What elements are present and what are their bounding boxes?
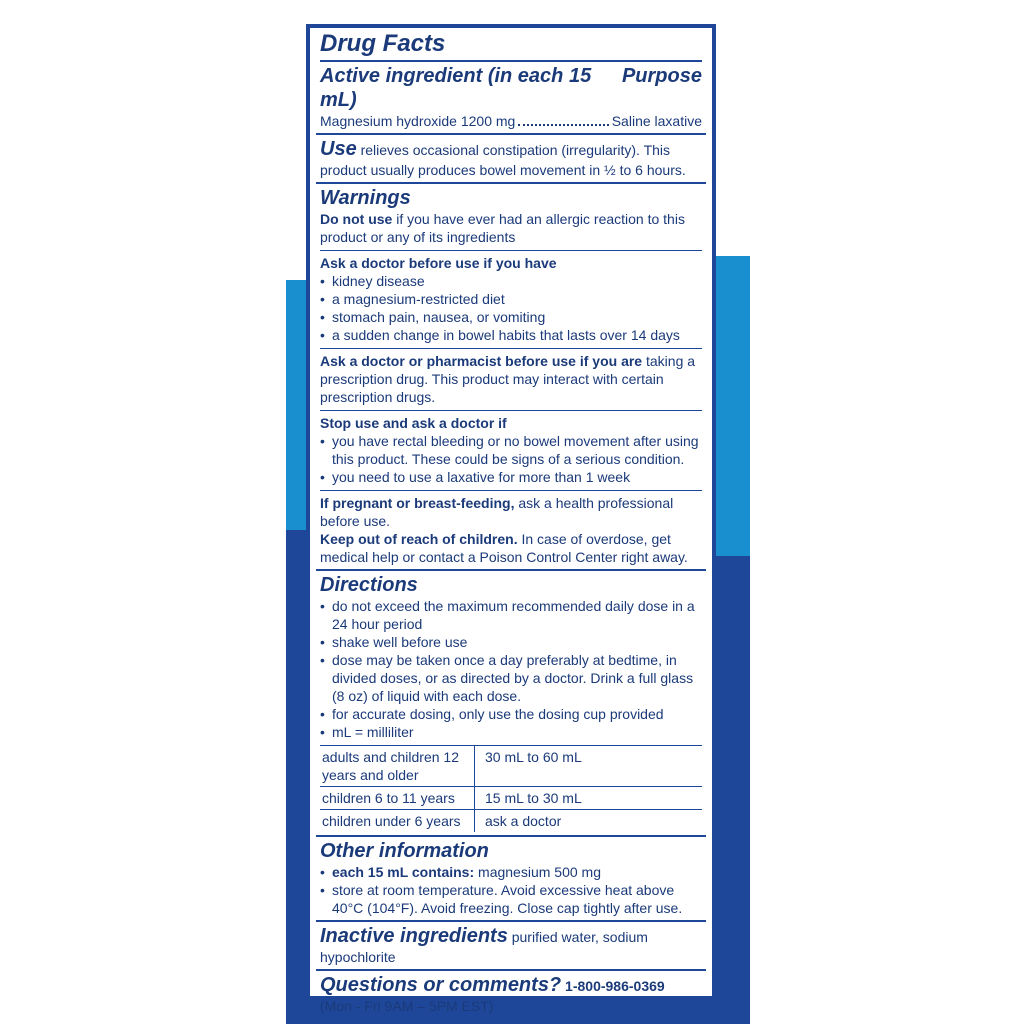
list-item: • a magnesium-restricted diet xyxy=(320,290,702,308)
other-info-heading: Other information xyxy=(320,840,489,862)
do-not-use-label: Do not use xyxy=(320,211,393,227)
table-row xyxy=(320,810,702,833)
warnings-heading: Warnings xyxy=(320,187,411,209)
drug-facts-panel xyxy=(306,24,716,1014)
ask-pharmacist-label: Ask a doctor or pharmacist before use if you are xyxy=(320,353,643,369)
contains-label: each 15 mL contains: xyxy=(332,864,475,880)
list-item: • you need to use a laxative for more than 1 week xyxy=(320,468,702,486)
dose-cell: 30 mL to 60 mL xyxy=(475,746,703,787)
leader-dots xyxy=(518,123,608,126)
purpose-value: Saline laxative xyxy=(611,113,702,129)
list-item: • mL = milliliter xyxy=(320,723,702,741)
table-row xyxy=(320,787,702,810)
age-cell: children under 6 years xyxy=(320,810,475,833)
questions-heading: Questions or comments? xyxy=(320,974,562,996)
other-info-section xyxy=(316,837,706,922)
ask-doctor-heading: Ask a doctor before use if you have xyxy=(320,255,557,271)
list-item: • kidney disease xyxy=(320,272,702,290)
purpose-heading: Purpose xyxy=(621,65,702,87)
directions-heading: Directions xyxy=(320,574,418,596)
list-item xyxy=(320,863,702,881)
inactive-section xyxy=(316,922,706,971)
do-not-use-text: if you have ever had an allergic reaction to this product or any of its ingredients xyxy=(320,211,685,245)
children-label: Keep out of reach of children. xyxy=(320,531,518,547)
questions-section xyxy=(316,971,706,1018)
stop-use-heading: Stop use and ask a doctor if xyxy=(320,415,507,431)
children-text: In case of overdose, get medical help or contact a Poison Control Center right away. xyxy=(320,531,688,565)
list-item: • do not exceed the maximum recommended daily dose in a 24 hour period xyxy=(320,597,702,633)
warnings-section xyxy=(316,184,706,571)
list-item: • a sudden change in bowel habits that lasts over 14 days xyxy=(320,326,702,344)
age-cell: children 6 to 11 years xyxy=(320,787,475,810)
phone-number: 1-800-986-0369 xyxy=(565,978,665,994)
directions-section xyxy=(316,571,706,837)
package-side-right xyxy=(710,0,750,1024)
dose-cell: ask a doctor xyxy=(475,810,703,833)
use-section xyxy=(316,135,706,184)
list-item: • you have rectal bleeding or no bowel movement after using this product. These could be signs of a serious condition. xyxy=(320,432,702,468)
table-row xyxy=(320,746,702,787)
page-title: Drug Facts xyxy=(320,30,446,57)
list-item: • stomach pain, nausea, or vomiting xyxy=(320,308,702,326)
list-item: • store at room temperature. Avoid excessive heat above 40°C (104°F). Avoid freezing. Close cap tightly after use. xyxy=(320,881,702,917)
pregnant-label: If pregnant or breast-feeding, xyxy=(320,495,515,511)
list-item: • for accurate dosing, only use the dosing cup provided xyxy=(320,705,702,723)
inactive-text: purified water, sodium hypochlorite xyxy=(320,929,648,965)
inactive-heading: Inactive ingredients xyxy=(320,925,508,947)
dosage-table xyxy=(320,745,702,832)
active-ingredient-heading: Active ingredient (in each 15 mL) xyxy=(320,65,592,111)
list-item: • shake well before use xyxy=(320,633,702,651)
pregnant-text: ask a health professional before use. xyxy=(320,495,674,529)
ask-pharmacist-text: taking a prescription drug. This product may interact with certain prescription drugs. xyxy=(320,353,696,405)
dose-cell: 15 mL to 30 mL xyxy=(475,787,703,810)
contains-text: magnesium 500 mg xyxy=(478,864,601,880)
title-section xyxy=(316,28,706,135)
use-text: relieves occasional constipation (irregularity). This product usually produces bowel movement in ½ to 6 hours. xyxy=(320,142,686,178)
active-ingredient: Magnesium hydroxide 1200 mg xyxy=(320,113,516,129)
hours-text: (Mon - Fri 9AM – 5PM EST) xyxy=(320,998,494,1014)
use-heading: Use xyxy=(320,138,357,160)
age-cell: adults and children 12 years and older xyxy=(320,746,475,787)
list-item: • dose may be taken once a day preferably at bedtime, in divided doses, or as directed by a doctor. Drink a full glass (8 oz) of liquid with each dose. xyxy=(320,651,702,705)
